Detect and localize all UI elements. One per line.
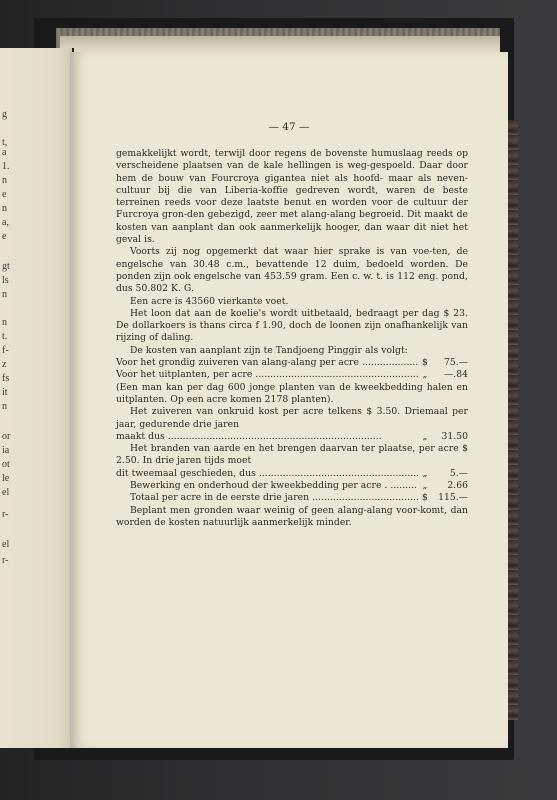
left-page-fragment: ia bbox=[2, 445, 10, 456]
paragraph: Het branden van aarde en het brengen daarvan ter plaatse, per acre $ 2.50. In drie jaren tijds moet bbox=[116, 443, 468, 467]
left-page-fragment: le bbox=[2, 473, 10, 484]
left-page-fragment: t. bbox=[2, 331, 8, 342]
left-page-fragment: fs bbox=[2, 373, 10, 384]
left-page-fragment: it bbox=[2, 387, 8, 398]
paragraph: De kosten van aanplant zijn te Tandjoeng Pinggir als volgt: bbox=[130, 344, 408, 356]
left-page-fragment: z bbox=[2, 359, 7, 370]
paragraph: Een acre is 43560 vierkante voet. bbox=[130, 295, 289, 307]
left-page-fragment: t, bbox=[2, 137, 8, 148]
ledger-label: Bewerking en onderhoud der kweekbedding per acre . ..... bbox=[116, 480, 418, 492]
note: (Een man kan per dag 600 jonge planten van de kweekbedding halen en uitplanten. Op een acre komen 2178 planten). bbox=[116, 381, 468, 405]
left-page-fragment: ls bbox=[2, 275, 9, 286]
left-page-fragment: gt bbox=[2, 261, 10, 272]
left-page-fragment: n bbox=[2, 317, 7, 328]
ledger-label: dit tweemaal geschieden, dus ..... bbox=[116, 468, 418, 480]
right-page bbox=[70, 52, 508, 748]
ledger-currency: $ bbox=[422, 492, 428, 504]
left-page-fragment: n bbox=[2, 175, 7, 186]
ledger-amount: —.84 bbox=[444, 369, 468, 381]
left-page-fragment: el bbox=[2, 487, 10, 498]
ledger-row bbox=[116, 431, 468, 443]
left-page bbox=[0, 48, 74, 748]
ledger-label: maakt dus ..... bbox=[116, 431, 418, 443]
left-page-fragment: ot bbox=[2, 459, 10, 470]
left-page-fragment: e bbox=[2, 231, 7, 242]
ledger-amount: 5.— bbox=[449, 467, 468, 479]
ledger-label: Totaal per acre in de eerste drie jaren ..... bbox=[116, 492, 418, 504]
page-number: — 47 — bbox=[268, 121, 310, 133]
ledger-currency: „ bbox=[422, 467, 428, 479]
paragraph: gemakkelijkt wordt, terwijl door regens de bovenste humuslaag reeds op verscheidene plaatsen van de kale hellingen is weg-gespoeld. Daar door hem de bouw van Fourcroya gigantea niet als hoofd- maar als neven-cultuur bij die van Liberia-koffie gedreven wordt, waren de beste terreinen reeds voor deze laatste benut en worden voor de cultuur der Furcroya gron-den gebezigd, zeer met alang-alang begroeid. Dit maakt de kosten van aanplant dan ook aanmerkelijk hooger, dan waar dit niet het geval is. bbox=[116, 148, 468, 246]
ledger-currency: „ bbox=[422, 480, 428, 492]
left-page-fragment: e bbox=[2, 189, 7, 200]
left-page-fragment: n bbox=[2, 203, 7, 214]
ledger-amount: 2.66 bbox=[447, 480, 468, 492]
page-body bbox=[116, 148, 468, 529]
ledger-row bbox=[116, 468, 468, 480]
left-page-fragment: el bbox=[2, 539, 10, 550]
ledger-amount: 115.— bbox=[438, 492, 468, 504]
left-page-fragment: g bbox=[2, 109, 7, 120]
paragraph: Het loon dat aan de koelie's wordt uitbetaald, bedraagt per dag $ 23. De dollarkoers is thans circa f 1.90, doch de loonen zijn onafhankelijk van rijzing of daling. bbox=[116, 307, 468, 344]
ledger-row bbox=[116, 480, 468, 492]
left-page-fragment: r- bbox=[2, 509, 9, 520]
ledger-amount: 31.50 bbox=[441, 430, 468, 442]
ledger-amount: 75.— bbox=[444, 357, 468, 369]
ledger-currency: $ bbox=[422, 357, 428, 369]
left-page-fragment: f- bbox=[2, 345, 9, 356]
paragraph: Het zuiveren van onkruid kost per acre telkens $ 3.50. Driemaal per jaar, gedurende drie jaren bbox=[116, 406, 468, 430]
paragraph: Beplant men gronden waar weinig of geen alang-alang voor-komt, dan worden de kosten natuurlijk aanmerkelijk minder. bbox=[116, 504, 468, 528]
left-page-fragment: a bbox=[2, 147, 7, 158]
paragraph: Voorts zij nog opgemerkt dat waar hier sprake is van voe-ten, de engelsche van 30.48 c.m., bevattende 12 duim, bedoeld worden. De ponden zijn ook engelsche van 453.59 gram. Een c. w. t. is 112 eng. pond, dus 50.802 K. G. bbox=[116, 246, 468, 295]
ledger-row bbox=[116, 492, 468, 504]
ledger-row bbox=[116, 369, 468, 381]
ledger-row bbox=[116, 357, 468, 369]
ledger-label: Voor het uitplanten, per acre ..... bbox=[116, 369, 418, 381]
ledger-currency: „ bbox=[422, 369, 428, 381]
left-page-fragment: n bbox=[2, 401, 7, 412]
left-page-fragment: 1. bbox=[2, 161, 10, 172]
left-page-fragment: or bbox=[2, 431, 11, 442]
ledger-label: Voor het grondig zuiveren van alang-alang per acre ..... bbox=[116, 357, 418, 369]
left-page-fragment: n bbox=[2, 289, 7, 300]
ledger-currency: „ bbox=[422, 430, 428, 442]
left-page-fragment: a, bbox=[2, 217, 9, 228]
left-page-fragment: r- bbox=[2, 555, 9, 566]
